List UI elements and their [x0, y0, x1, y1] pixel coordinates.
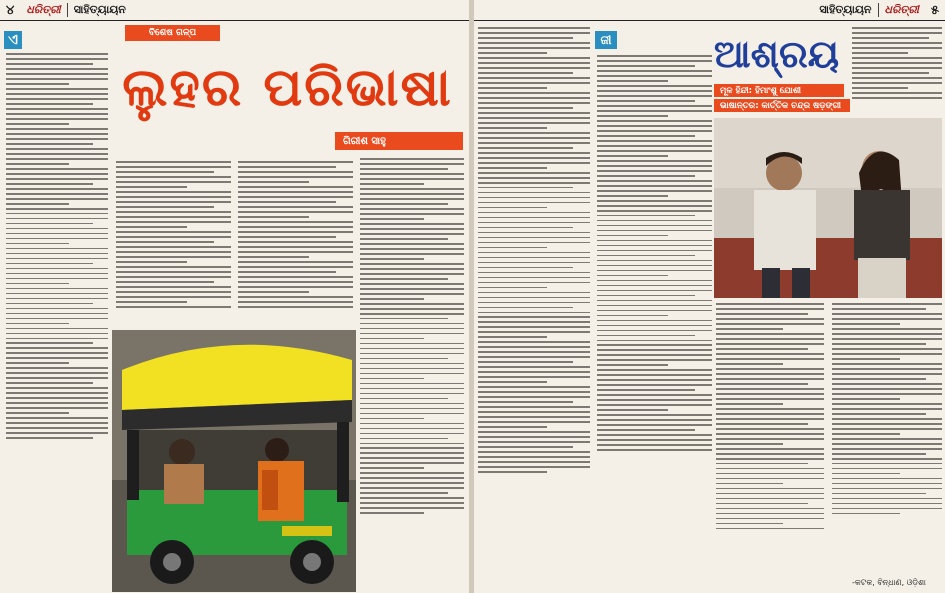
auto-rickshaw-photo: [112, 330, 356, 592]
left-section-name: ସାହିତ୍ୟାୟନ: [73, 3, 126, 16]
story-column-1: [6, 50, 108, 540]
story-column-4: [360, 155, 464, 585]
left-header: [0, 0, 469, 21]
story-column-7-top: [852, 24, 942, 119]
category-tag: ବିଶେଷ ଗଳ୍ପ: [125, 25, 220, 41]
couple-photo: [714, 118, 942, 298]
right-dropcap: ଜୀ: [595, 31, 617, 49]
left-brand: ଧରିତ୍ରୀ: [26, 3, 61, 16]
headline: ଲୁହର ପରିଭାଷା: [122, 57, 453, 118]
story-column-8: [716, 300, 824, 590]
right-page: [474, 0, 945, 593]
left-dropcap: ଏ: [4, 31, 22, 49]
right-header: [474, 0, 945, 21]
story-column-5: [478, 24, 590, 590]
right-section-name: ସାହିତ୍ୟାୟନ: [819, 3, 872, 16]
story-column-2: [116, 158, 231, 328]
author-credit: ମୂଳ ହିନ୍ଦୀ: ହିମାଂଶୁ ଯୋଶୀ: [714, 84, 844, 97]
right-page-number: ୫: [930, 2, 939, 18]
left-page-number: ୪: [6, 2, 15, 18]
couple-illustration: [714, 118, 942, 298]
story-column-9: [832, 300, 942, 572]
author-location: -କଟକ, ବିନ୍ଧାଣ, ଓଡ଼ିଶା: [852, 578, 926, 587]
auto-rickshaw-illustration: [112, 330, 356, 592]
story-column-6: [597, 52, 712, 590]
byline: ଗିରୀଶ ସାହୁ: [335, 132, 463, 150]
story-column-3: [238, 158, 353, 328]
right-brand: ଧରିତ୍ରୀ: [884, 3, 919, 16]
left-page: [0, 0, 469, 593]
story-title: ଆଶ୍ରୟ: [713, 31, 840, 76]
translator-credit: ଭାଷାନ୍ତର: କାର୍ତ୍ତିକ ଚନ୍ଦ୍ର ଷଡ଼ଙ୍ଗୀ: [714, 99, 850, 112]
